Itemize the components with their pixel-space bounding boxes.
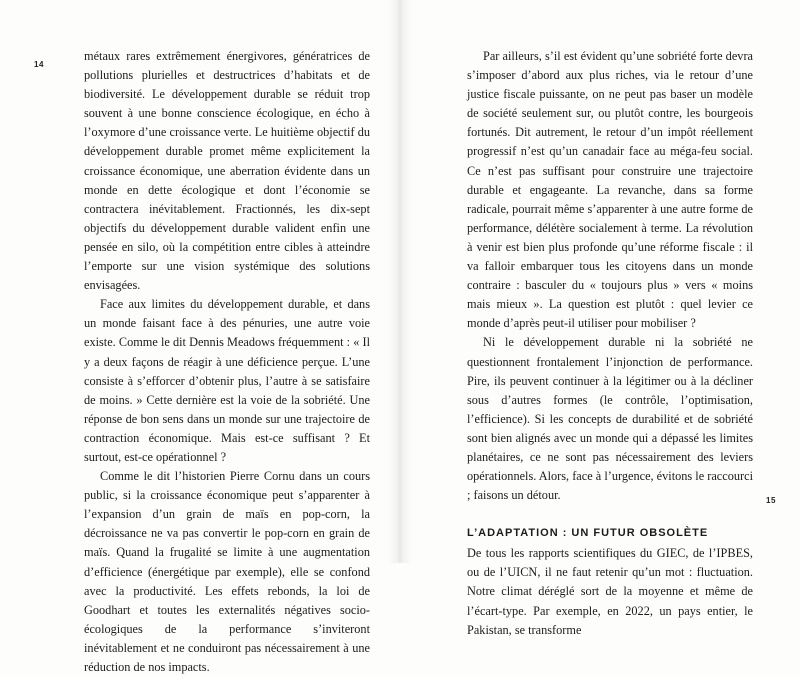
section-heading: L’ADAPTATION : UN FUTUR OBSOLÈTE xyxy=(467,527,709,540)
paragraph: Ni le développement durable ni la sobriété ne questionnent frontalement l’injonction de performance. Pire, ils peuvent continuer à la légitimer ou à la décliner sous d’autres formes (le contrôle, l’optimisation, l’efficience). Si les concepts de durabilité et de sobriété sont bien alignés avec un monde qui a dépassé les limites planétaires, ce ne sont pas nécessairement des leviers opérationnels. Alors, face à l’urgence, évitons le raccourci ; faisons un détour. xyxy=(467,335,753,503)
page-number-left: 14 xyxy=(34,60,44,69)
left-page-text xyxy=(84,47,370,677)
paragraph: métaux rares extrêmement énergivores, génératrices de pollutions plurielles et destructrices d’habitats et de biodiversité. Le développement durable se réduit trop souvent à une bonne conscience écologique, en écho à l’oxymore d’une croissance verte. Le huitième objectif du développement durable promet même explicitement la croissance économique, une aberration évidente dans un monde en dette écologique et dont l’économie se contractera inévitablement. Fractionnés, les dix-sept objectifs du développement durable valident enfin une pensée en silo, où la compétition entre cibles à atteindre l’emporte sur une vision systémique des solutions envisagées. xyxy=(84,49,370,293)
page-number-right: 15 xyxy=(766,496,776,505)
right-page-text xyxy=(467,47,753,640)
paragraph: De tous les rapports scientifiques du GIEC, de l’IPBES, ou de l’UICN, il ne faut retenir qu’un mot : fluctuation. Notre climat déréglé sort de la moyenne et même de l’écart-type. Par exemple, en 2022, un pays entier, le Pakistan, se transforme xyxy=(467,546,753,637)
paragraph: Comme le dit l’historien Pierre Cornu dans un cours public, si la croissance économique peut s’apparenter à l’expansion d’un grain de maïs en pop-corn, la décroissance ne va pas convertir le pop-corn en grain de maïs. Quand la frugalité se limite à une augmentation d’efficience (énergétique par exemple), elle se confond avec la productivité. Les effets rebonds, la loi de Goodhart et toutes les externalités négatives socio-écologiques de la performance s’inviteront inévitablement et ne conduiront pas nécessairement à une réduction de nos impacts. xyxy=(84,469,370,674)
book-gutter xyxy=(388,0,412,563)
paragraph: Par ailleurs, s’il est évident qu’une sobriété forte devra s’imposer d’abord aux plus riches, via le retour d’une justice fiscale puissante, on ne peut pas baser un modèle de société seulement sur, ou plutôt contre, les bourgeois fortunés. Dit autrement, le retour d’un impôt réellement progressif n’est qu’un canadair face au méga-feu social. Ce n’est pas suffisant pour construire une trajectoire durable et engageante. La revanche, dans sa forme radicale, pourrait même s’apparenter à une autre forme de performance, délétère socialement à terme. La révolution à venir est bien plus profonde qu’une réforme fiscale : il va falloir embarquer tous les citoyens dans un monde contraire : basculer du « toujours plus » vers « moins mais mieux ». La question est plutôt : quel levier ce monde d’après peut-il utiliser pour mobiliser ? xyxy=(467,49,753,331)
paragraph: Face aux limites du développement durable, et dans un monde faisant face à des pénuries, une autre voie existe. Comme le dit Dennis Meadows fréquemment : « Il y a deux façons de réagir à une déficience perçue. L’une consiste à s’efforcer d’obtenir plus, l’autre à se satisfaire de moins. » Cette dernière est la voie de la sobriété. Une réponse de bon sens dans un monde sur une trajectoire de contraction économique. Mais est-ce suffisant ? Et surtout, est-ce opérationnel ? xyxy=(84,297,370,464)
